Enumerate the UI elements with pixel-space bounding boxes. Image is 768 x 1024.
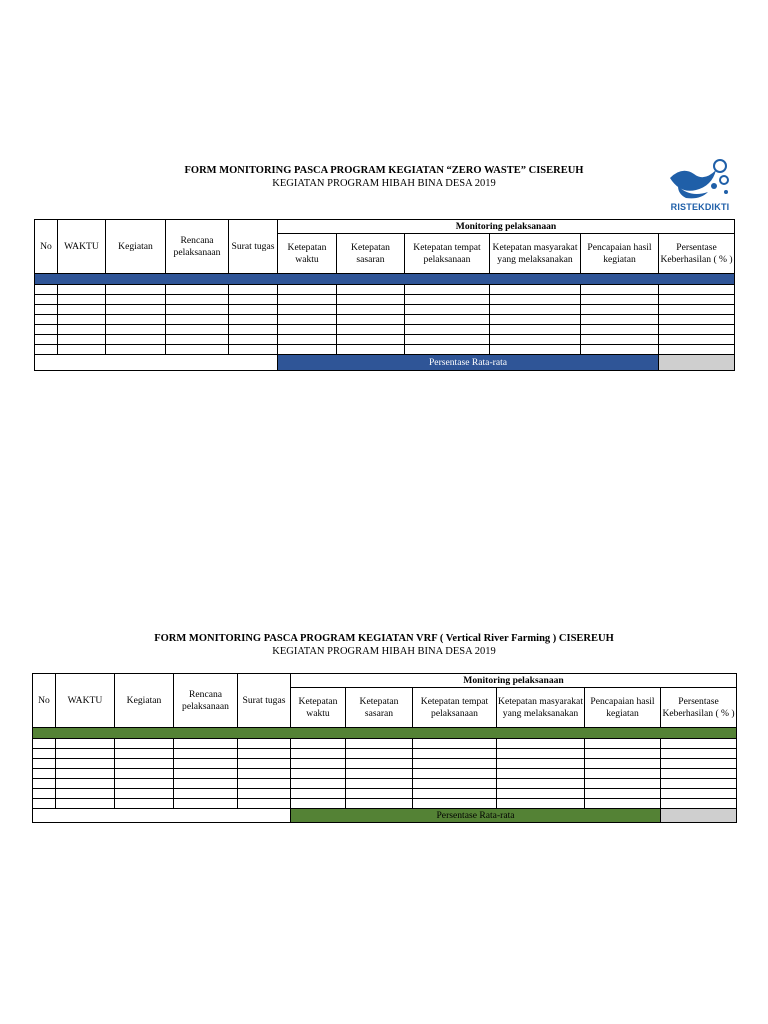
table-row [33,759,737,769]
col-ketepatan-sasaran: Ketepatan sasaran [346,688,413,728]
table-row [35,345,735,355]
col-ketepatan-sasaran: Ketepatan sasaran [337,234,405,274]
col-rencana: Rencana pelaksanaan [174,674,238,728]
col-persentase: Persentase Keberhasilan ( % ) [659,234,735,274]
col-ketepatan-tempat: Ketepatan tempat pelaksanaan [413,688,497,728]
col-monitoring: Monitoring pelaksanaan [278,220,735,234]
table-row [35,315,735,325]
table-row [33,799,737,809]
footer-row [33,809,737,823]
col-rencana: Rencana pelaksanaan [166,220,229,274]
col-pencapaian: Pencapaian hasil kegiatan [581,234,659,274]
form2-subtitle: KEGIATAN PROGRAM HIBAH BINA DESA 2019 [272,646,496,657]
col-ketepatan-tempat: Ketepatan tempat pelaksanaan [405,234,490,274]
col-kegiatan: Kegiatan [106,220,166,274]
col-waktu: WAKTU [56,674,115,728]
form1-title: FORM MONITORING PASCA PROGRAM KEGIATAN “ZERO WASTE” CISEREUH [184,165,584,176]
ristekdikti-logo [664,156,736,216]
header-color-band [33,728,737,739]
col-pencapaian: Pencapaian hasil kegiatan [585,688,661,728]
table-row [35,285,735,295]
form1-subtitle: KEGIATAN PROGRAM HIBAH BINA DESA 2019 [272,178,496,189]
col-monitoring: Monitoring pelaksanaan [291,674,737,688]
col-no: No [33,674,56,728]
col-surat: Surat tugas [229,220,278,274]
table-row [35,325,735,335]
persentase-rata-rata-value [661,809,737,823]
table-row [35,295,735,305]
col-ketepatan-waktu: Ketepatan waktu [278,234,337,274]
col-no: No [35,220,58,274]
persentase-rata-rata-label: Persentase Rata-rata [278,355,659,371]
footer-row [35,355,735,371]
col-persentase: Persentase Keberhasilan ( % ) [661,688,737,728]
table-row [33,769,737,779]
table-row [33,779,737,789]
col-ketepatan-masyarakat: Ketepatan masyarakat yang melaksanakan [490,234,581,274]
form2-table [32,673,737,823]
col-waktu: WAKTU [58,220,106,274]
header-color-band [35,274,735,285]
table-row [35,335,735,345]
ristekdikti-logo-text: RISTEKDIKTI [670,202,730,212]
table-row [33,749,737,759]
persentase-rata-rata-label: Persentase Rata-rata [291,809,661,823]
table-row [33,789,737,799]
col-surat: Surat tugas [238,674,291,728]
col-ketepatan-waktu: Ketepatan waktu [291,688,346,728]
table-row [35,305,735,315]
col-ketepatan-masyarakat: Ketepatan masyarakat yang melaksanakan [497,688,585,728]
form2-title: FORM MONITORING PASCA PROGRAM KEGIATAN VRF ( Vertical River Farming ) CISEREUH [154,633,614,644]
form1-table [34,219,735,371]
table-row [33,739,737,749]
persentase-rata-rata-value [659,355,735,371]
col-kegiatan: Kegiatan [115,674,174,728]
ristekdikti-emblem-icon [664,156,736,204]
